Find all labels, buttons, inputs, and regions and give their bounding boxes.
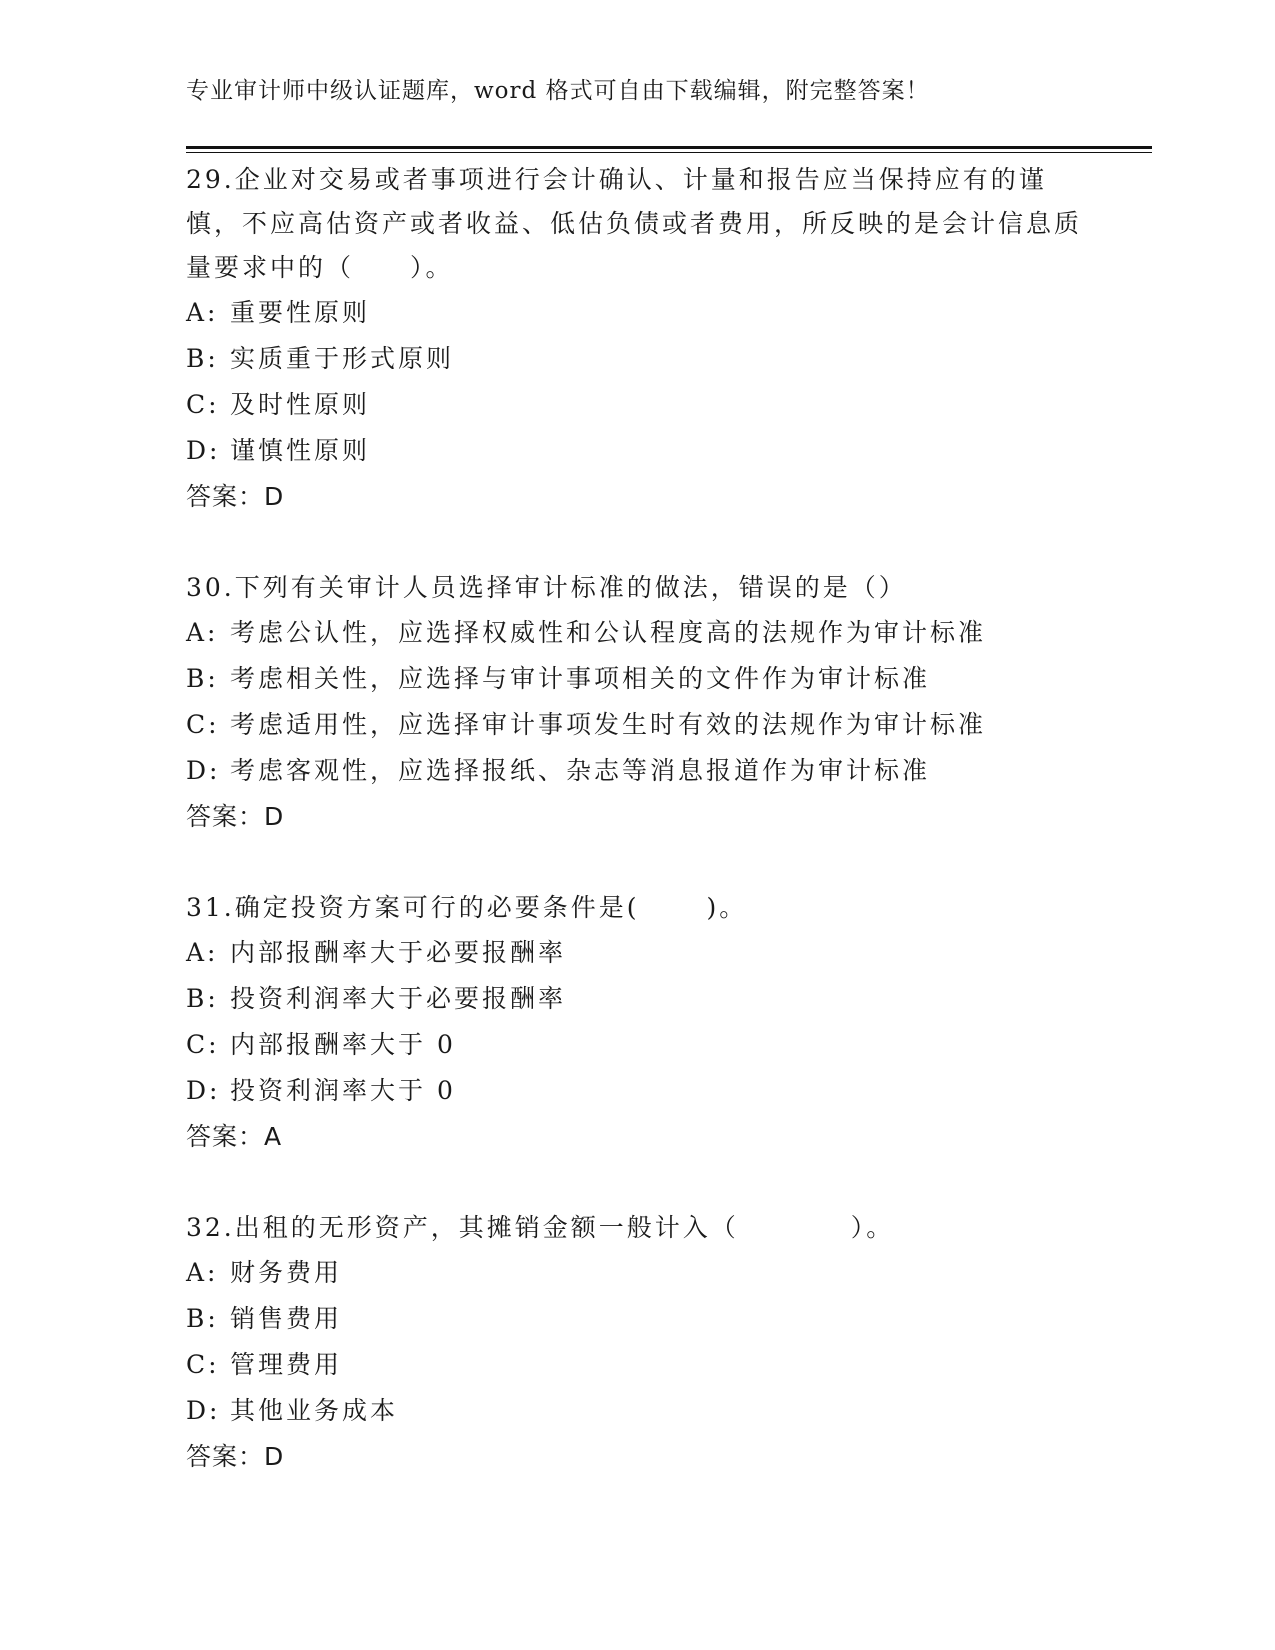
question-31 <box>186 886 1086 1160</box>
option-letter: D: <box>186 756 221 785</box>
question-30 <box>186 566 1086 840</box>
option-letter: A: <box>186 618 219 647</box>
option-text: 考虑客观性，应选择报纸、杂志等消息报道作为审计标准 <box>230 756 931 785</box>
option-b <box>186 976 1086 1022</box>
option-text: 重要性原则 <box>230 298 371 327</box>
option-text: 考虑相关性，应选择与审计事项相关的文件作为审计标准 <box>230 664 931 693</box>
option-b <box>186 336 1086 382</box>
option-text: 销售费用 <box>230 1304 343 1333</box>
option-b <box>186 656 1086 702</box>
option-c <box>186 1342 1086 1388</box>
option-letter: D: <box>186 1396 221 1425</box>
question-stem: 30.下列有关审计人员选择审计标准的做法，错误的是（） <box>186 573 907 602</box>
question-32 <box>186 1206 1086 1480</box>
header-rule-thin <box>186 152 1152 153</box>
question-stem: 29.企业对交易或者事项进行会计确认、计量和报告应当保持应有的谨慎，不应高估资产或者收益、低估负债或者费用，所反映的是会计信息质量要求中的（ ）。 <box>186 165 1083 282</box>
option-d <box>186 748 1086 794</box>
answer-line: 答案：A <box>186 1122 283 1151</box>
option-text: 内部报酬率大于必要报酬率 <box>230 938 567 967</box>
option-letter: C: <box>186 1030 220 1059</box>
option-b <box>186 1296 1086 1342</box>
option-letter: B: <box>186 664 219 693</box>
option-d <box>186 1068 1086 1114</box>
option-c <box>186 382 1086 428</box>
answer-line: 答案：D <box>186 802 285 831</box>
option-letter: B: <box>186 1304 219 1333</box>
answer-line: 答案：D <box>186 482 285 511</box>
option-a <box>186 1250 1086 1296</box>
option-text: 管理费用 <box>230 1350 343 1379</box>
option-d <box>186 428 1086 474</box>
header-rule-thick <box>186 146 1152 149</box>
option-letter: D: <box>186 436 221 465</box>
option-a <box>186 610 1086 656</box>
option-d <box>186 1388 1086 1434</box>
option-text: 投资利润率大于必要报酬率 <box>230 984 567 1013</box>
option-text: 投资利润率大于 0 <box>230 1076 456 1105</box>
option-text: 其他业务成本 <box>230 1396 399 1425</box>
option-a <box>186 290 1086 336</box>
option-letter: B: <box>186 344 219 373</box>
option-text: 考虑公认性，应选择权威性和公认程度高的法规作为审计标准 <box>230 618 987 647</box>
question-stem: 31.确定投资方案可行的必要条件是( )。 <box>186 893 748 922</box>
option-text: 谨慎性原则 <box>230 436 371 465</box>
option-text: 财务费用 <box>230 1258 343 1287</box>
option-letter: C: <box>186 1350 220 1379</box>
option-text: 实质重于形式原则 <box>230 344 455 373</box>
option-letter: C: <box>186 710 220 739</box>
option-letter: B: <box>186 984 219 1013</box>
question-stem: 32.出租的无形资产，其摊销金额一般计入（ ）。 <box>186 1213 895 1242</box>
option-letter: A: <box>186 298 219 327</box>
option-letter: A: <box>186 1258 219 1287</box>
question-29 <box>186 158 1086 520</box>
option-c <box>186 702 1086 748</box>
answer-line: 答案：D <box>186 1442 285 1471</box>
option-text: 及时性原则 <box>230 390 371 419</box>
option-c <box>186 1022 1086 1068</box>
question-list <box>186 158 1086 1526</box>
option-letter: A: <box>186 938 219 967</box>
page-header: 专业审计师中级认证题库，word 格式可自由下载编辑，附完整答案！ <box>186 78 930 104</box>
option-text: 考虑适用性，应选择审计事项发生时有效的法规作为审计标准 <box>230 710 987 739</box>
option-a <box>186 930 1086 976</box>
option-text: 内部报酬率大于 0 <box>230 1030 456 1059</box>
option-letter: C: <box>186 390 220 419</box>
option-letter: D: <box>186 1076 221 1105</box>
